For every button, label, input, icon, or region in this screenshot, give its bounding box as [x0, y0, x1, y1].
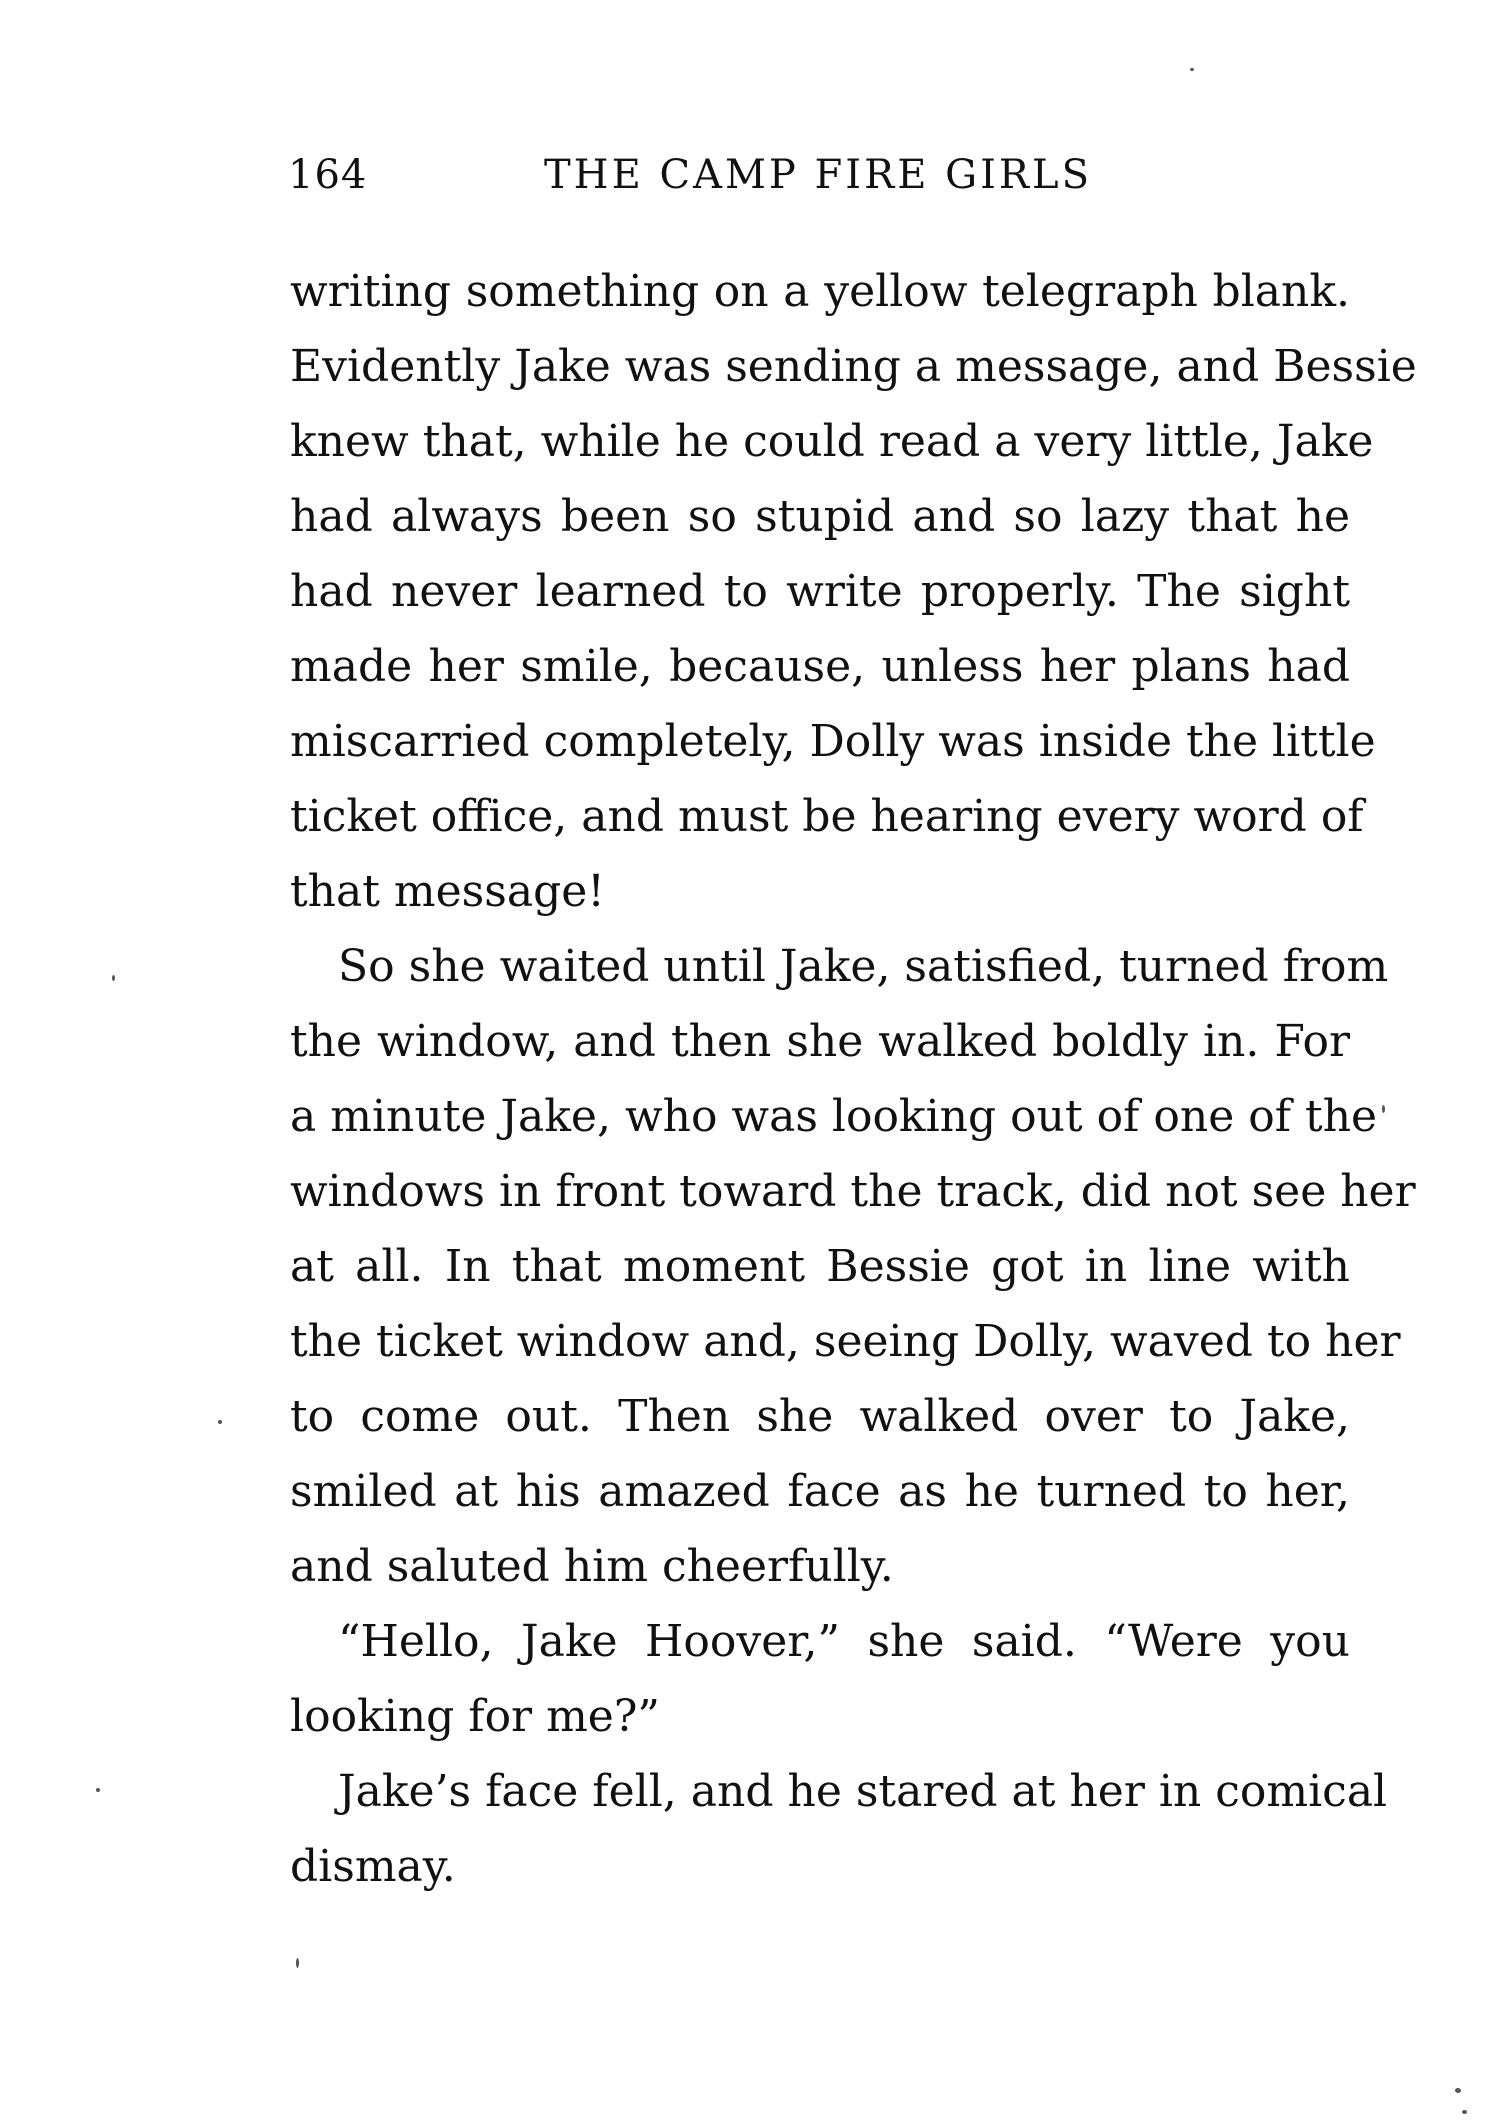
- scan-speck: [218, 1420, 222, 1424]
- text-line: the window, and then she walked boldly in. For: [290, 1016, 1350, 1067]
- text-line: at all. In that moment Bessie got in line with: [290, 1241, 1350, 1292]
- text-line: had never learned to write properly. The sight: [290, 566, 1350, 617]
- paragraph: [290, 254, 1417, 929]
- scan-speck: [1382, 1105, 1385, 1113]
- text-line: Jake’s face fell, and he stared at her in comical: [338, 1766, 1388, 1817]
- text-line: made her smile, because, unless her plans had: [290, 641, 1350, 692]
- paragraph: [290, 1754, 1388, 1904]
- text-line: to come out. Then she walked over to Jake,: [290, 1391, 1350, 1442]
- paragraph: [290, 929, 1416, 1604]
- text-line: miscarried completely, Dolly was inside the little: [290, 716, 1376, 767]
- page-header: [288, 152, 1348, 208]
- text-line: ticket office, and must be hearing every word of: [290, 791, 1364, 842]
- page-number: 164: [288, 152, 368, 198]
- text-line: knew that, while he could read a very little, Jake: [290, 416, 1374, 467]
- text-line: Evidently Jake was sending a message, and Bessie: [290, 341, 1417, 392]
- text-line: and saluted him cheerfully.: [290, 1541, 894, 1592]
- text-line: a minute Jake, who was looking out of one of the: [290, 1091, 1378, 1142]
- scan-speck: [1455, 2088, 1461, 2093]
- text-line: that message!: [290, 866, 605, 917]
- scan-speck: [1190, 68, 1194, 71]
- text-line: the ticket window and, seeing Dolly, waved to her: [290, 1316, 1401, 1367]
- text-line: dismay.: [290, 1841, 456, 1892]
- text-line: So she waited until Jake, satisfied, turned from: [338, 941, 1389, 992]
- text-line: writing something on a yellow telegraph blank.: [290, 266, 1350, 317]
- scan-speck: [296, 1958, 299, 1968]
- running-title: THE CAMP FIRE GIRLS: [544, 152, 1092, 198]
- scan-speck: [112, 975, 115, 981]
- text-line: windows in front toward the track, did not see her: [290, 1166, 1416, 1217]
- body-text: [290, 254, 1417, 1904]
- paragraph: [290, 1604, 1350, 1754]
- text-line: “Hello, Jake Hoover,” she said. “Were you: [338, 1616, 1350, 1667]
- text-line: looking for me?”: [290, 1691, 660, 1742]
- text-line: smiled at his amazed face as he turned to her,: [290, 1466, 1350, 1517]
- scan-speck: [96, 1788, 100, 1792]
- text-line: had always been so stupid and so lazy that he: [290, 491, 1350, 542]
- scan-speck: [1462, 2110, 1467, 2114]
